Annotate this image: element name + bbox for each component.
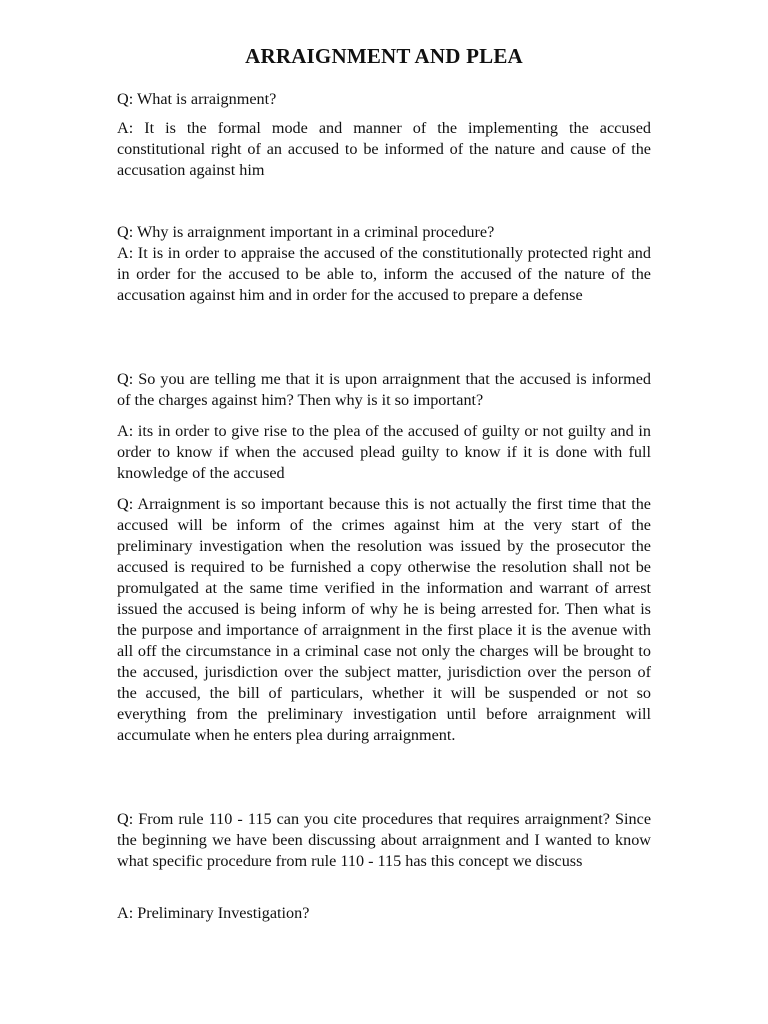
question-rule-110-115: Q: From rule 110 - 115 can you cite procedures that requires arraignment? Since the beginning we have been discussing about arraignment and I wanted to know what specific procedure from rule 110 - 115 has this concept we discuss bbox=[117, 810, 651, 870]
question-why-important: Q: Why is arraignment important in a criminal procedure? bbox=[117, 223, 495, 241]
question-what-is-arraignment: Q: What is arraignment? bbox=[117, 90, 277, 108]
answer-preliminary-investigation: A: Preliminary Investigation? bbox=[117, 904, 310, 922]
document-title: ARRAIGNMENT AND PLEA bbox=[245, 44, 523, 68]
question-informed-of-charges: Q: So you are telling me that it is upon arraignment that the accused is informed of the charges against him? Then why is it so important? bbox=[117, 370, 651, 409]
question-purpose-of-arraignment: Q: Arraignment is so important because this is not actually the first time that the accused will be inform of the crimes against him at the very start of the preliminary investigation when the resolution was issued by the prosecutor the accused is required to be furnished a copy otherwise the resolution shall not be promulgated at the same time verified in the information and warrant of arrest issued the accused is being inform of why he is being arrested for. Then what is the purpose and importance of arraignment in the first place it is the avenue with all off the circumstance in a criminal case not only the charges will be brought to the accused, jurisdiction over the subject matter, jurisdiction over the person of the accused, the bill of particulars, whether it will be suspended or not so everything from the preliminary investigation until before arraignment will accumulate when he enters plea during arraignment. bbox=[117, 495, 651, 744]
answer-what-is-arraignment: A: It is the formal mode and manner of the implementing the accused constitutional right of an accused to be informed of the nature and cause of the accusation against him bbox=[117, 119, 651, 179]
answer-why-important: A: It is in order to appraise the accused of the constitutionally protected right and in order for the accused to be able to, inform the accused of the nature of the accusation against him and in order for the accused to prepare a defense bbox=[117, 244, 651, 304]
answer-plea: A: its in order to give rise to the plea of the accused of guilty or not guilty and in order to know if when the accused plead guilty to know if it is done with full knowledge of the accused bbox=[117, 422, 651, 482]
